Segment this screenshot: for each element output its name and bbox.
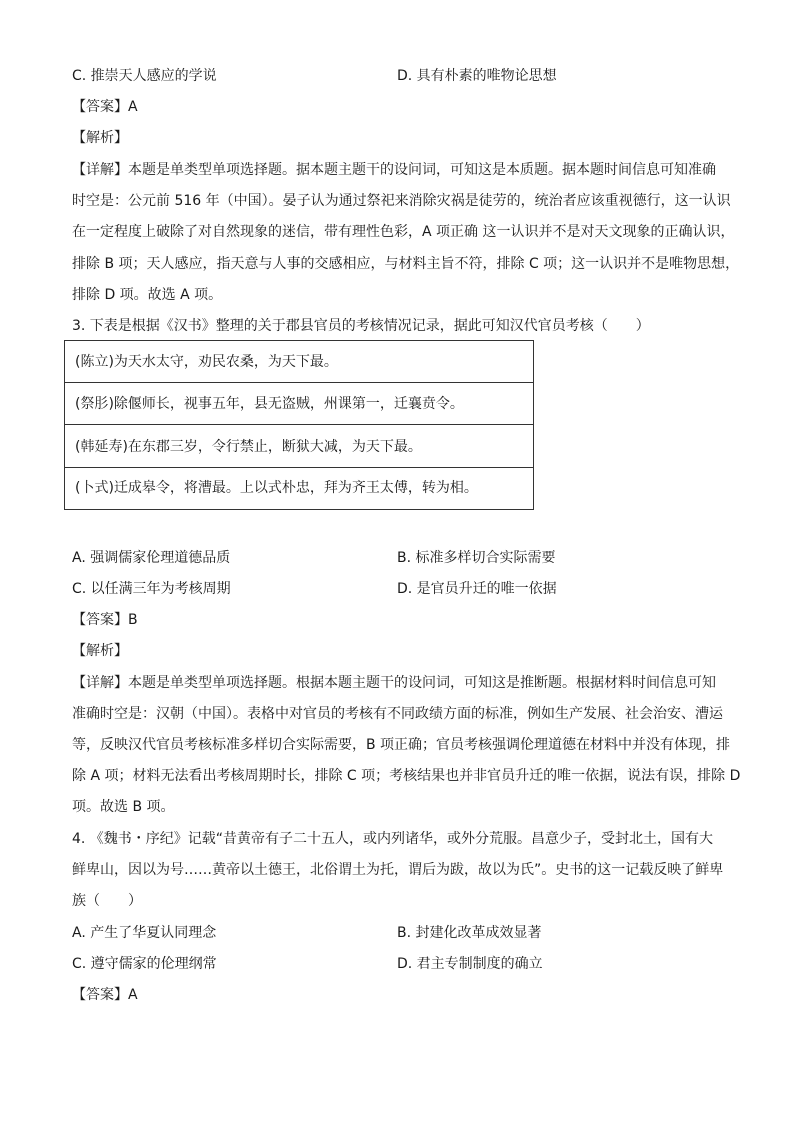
- answer-tag: 【答案】: [72, 612, 128, 628]
- q2-detail-line: 排除 D 项。故选 A 项。: [72, 287, 223, 303]
- q2-detail-line: 【详解】本题是单类型单项选择题。据本题主题干的设问词，可知这是本质题。据本题时间信息可知准确: [72, 162, 716, 178]
- answer-value: A: [128, 987, 138, 1003]
- q4-stem-line: 4. 《魏书・序纪》记载“昔黄帝有子二十五人，或内列诸华，或外分荒服。昌意少子，受封北土，国有大: [72, 831, 714, 847]
- q3-detail-line: 准确时空是：汉朝（中国）。表格中对官员的考核有不同政绩方面的标准，例如生产发展、社会治安、漕运: [72, 706, 723, 722]
- q3-option-c: C. 以任满三年为考核周期: [72, 581, 231, 597]
- q4-option-d: D. 君主专制制度的确立: [397, 956, 543, 972]
- answer-value: B: [128, 612, 138, 628]
- q3-detail-line: 除 A 项；材料无法看出考核周期时长，排除 C 项；考核结果也并非官员升迁的唯一依据，说法有误，排除 D: [72, 768, 741, 784]
- q4-option-c: C. 遵守儒家的伦理纲常: [72, 956, 217, 972]
- q3-analysis-tag: 【解析】: [72, 643, 128, 659]
- answer-tag: 【答案】: [72, 99, 128, 115]
- q2-detail-line: 排除 B 项；天人感应，指天意与人事的交感相应，与材料主旨不符，排除 C 项；这一认识并不是唯物思想，: [72, 256, 740, 272]
- q2-option-d: D. 具有朴素的唯物论思想: [397, 68, 557, 84]
- q4-option-b: B. 封建化改革成效显著: [397, 925, 542, 941]
- table-row: (韩延寿)在东郡三岁，令行禁止，断狱大减，为天下最。: [65, 426, 533, 468]
- q3-option-a: A. 强调儒家伦理道德品质: [72, 550, 231, 566]
- q3-stem: 3. 下表是根据《汉书》整理的关于郡县官员的考核情况记录，据此可知汉代官员考核（ ）: [72, 318, 650, 334]
- q2-detail-line: 在一定程度上破除了对自然现象的迷信，带有理性色彩，A 项正确 这一认识并不是对天文现象的正确认识，: [72, 224, 735, 240]
- q3-detail-line: 【详解】本题是单类型单项选择题。根据本题主题干的设问词，可知这是推断题。根据材料时间信息可知: [72, 675, 716, 691]
- q3-detail-line: 项。故选 B 项。: [72, 799, 175, 815]
- q2-detail-line: 时空是：公元前 516 年（中国）。晏子认为通过祭祀来消除灾祸是徒劳的，统治者应该重视德行，这一认识: [72, 193, 731, 209]
- answer-tag: 【答案】: [72, 987, 128, 1003]
- q4-option-a: A. 产生了华夏认同理念: [72, 925, 217, 941]
- q3-option-d: D. 是官员升迁的唯一依据: [397, 581, 557, 597]
- q3-option-b: B. 标准多样切合实际需要: [397, 550, 556, 566]
- table-row: (卜式)迁成皋令，将漕最。上以式朴忠，拜为齐王太傅，转为相。: [75, 480, 478, 496]
- q2-option-c: C. 推崇天人感应的学说: [72, 68, 217, 84]
- q4-answer: [72, 985, 138, 1005]
- q4-stem-line: 鲜卑山，因以为号……黄帝以土德王，北俗谓土为托，谓后为跋，故以为氏”。史书的这一记载反映了鲜卑: [72, 862, 724, 878]
- q3-material-table: [64, 340, 534, 510]
- q3-detail-line: 等，反映汉代官员考核标准多样切合实际需要，B 项正确；官员考核强调伦理道德在材料中并没有体现，排: [72, 737, 731, 753]
- table-row: (祭肜)除偃师长，视事五年，县无盗贼，州课第一，迁襄贲令。: [65, 383, 533, 425]
- q2-analysis-tag: 【解析】: [72, 130, 128, 146]
- q3-answer: [72, 610, 138, 630]
- table-row: (陈立)为天水太守，劝民农桑，为天下最。: [65, 341, 533, 383]
- q2-answer: [72, 97, 138, 117]
- q4-stem-line: 族（ ）: [72, 893, 142, 909]
- answer-value: A: [128, 99, 138, 115]
